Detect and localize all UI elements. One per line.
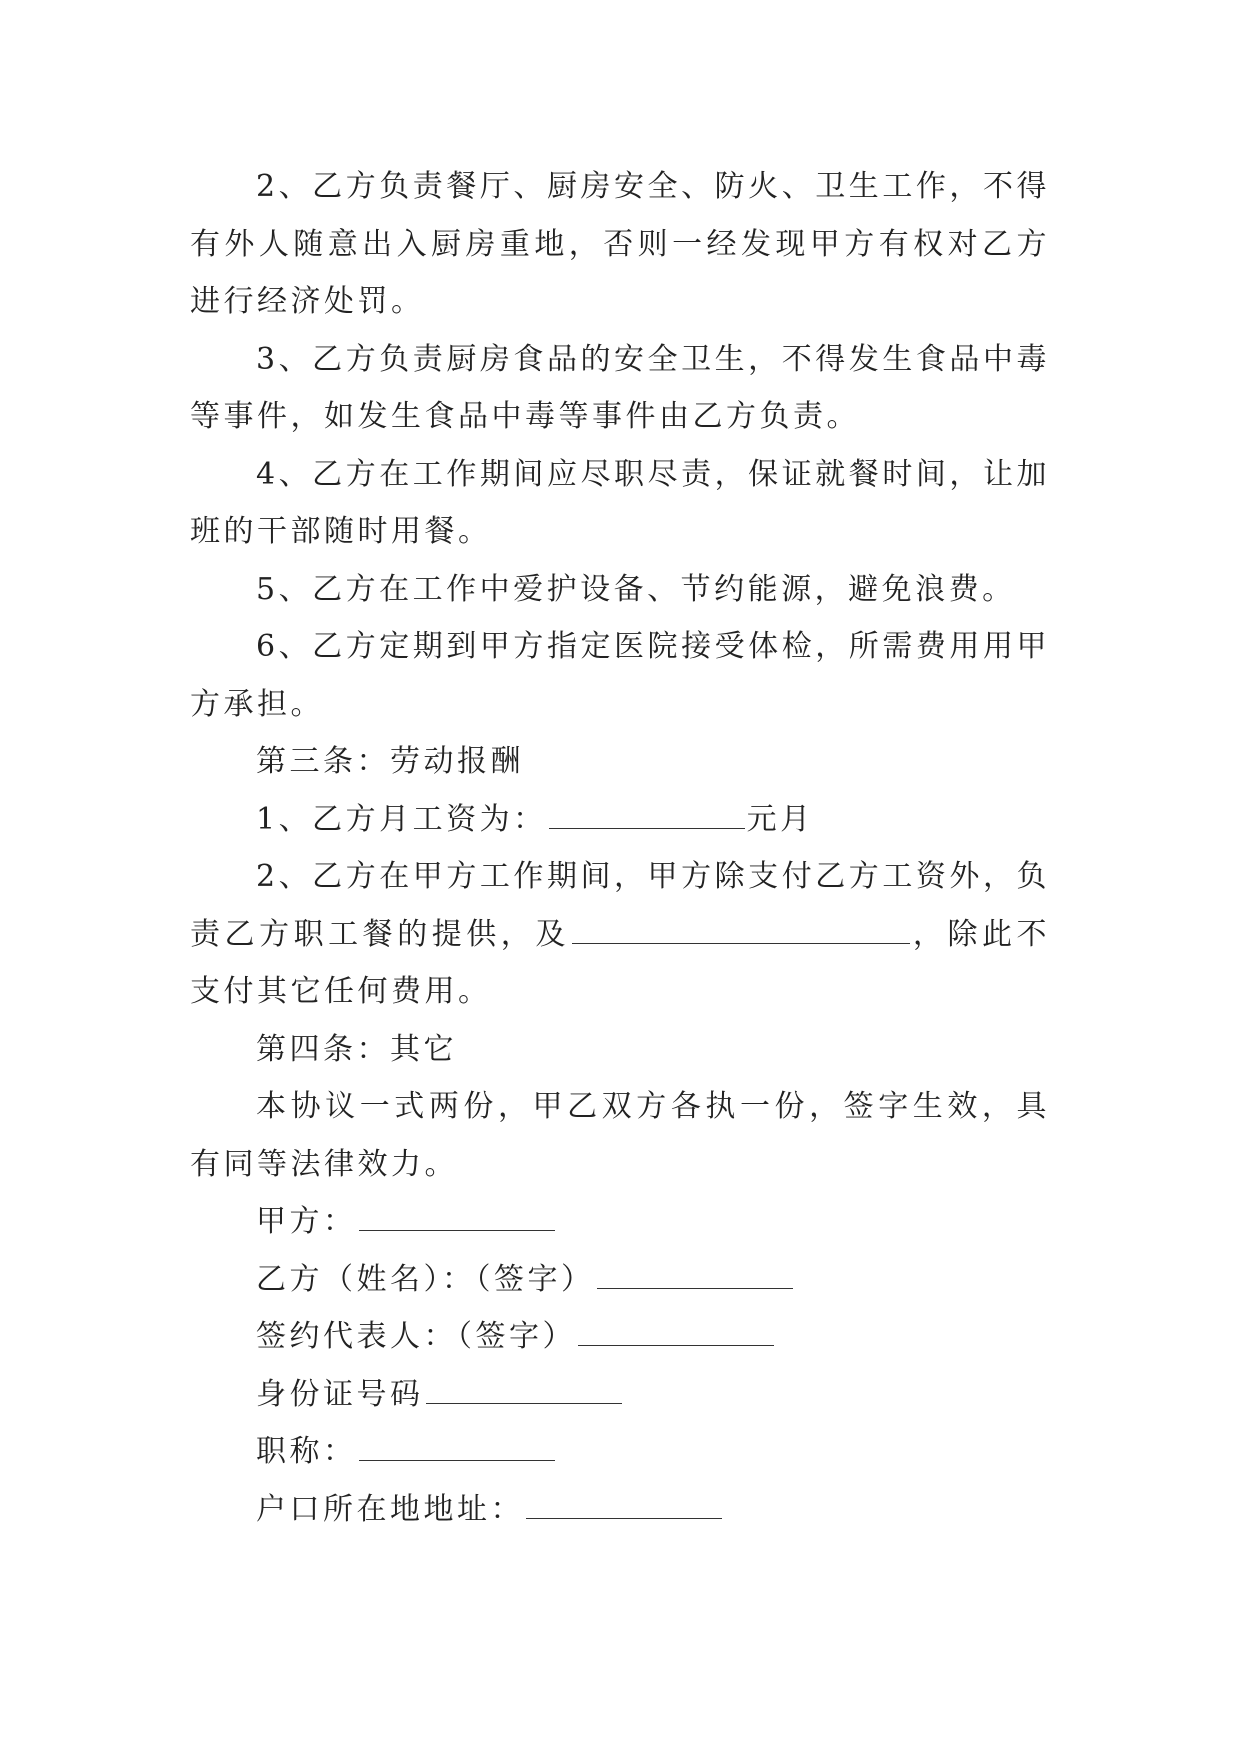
party-a-blank [359,1204,555,1231]
benefits-suffix: ，除此不支付其它任何费用。 [190,916,1051,1009]
article-3-heading: 第三条：劳动报酬 [256,744,524,779]
representative-blank [578,1319,774,1346]
job-title-line [190,1423,1050,1481]
paragraph-health-check: 6、乙方定期到甲方指定医院接受体检，所需费用用甲方承担。 [190,629,1050,722]
article-4-heading: 第四条：其它 [256,1031,457,1067]
paragraph-energy-saving: 5、乙方在工作中爱护设备、节约能源，避免浪费。 [256,571,1016,607]
household-address-line [190,1481,1050,1539]
party-b-label: 乙方（姓名）：（签字） [256,1261,595,1297]
party-b-line [190,1251,1050,1309]
household-address-blank [526,1492,722,1519]
agreement-paragraph: 本协议一式两份，甲乙双方各执一份，签字生效，具有同等法律效力。 [190,1089,1050,1182]
benefits-paragraph [190,848,1050,1021]
paragraph-work-duty: 4、乙方在工作期间应尽职尽责，保证就餐时间，让加班的干部随时用餐。 [190,456,1050,549]
representative-line [190,1308,1050,1366]
paragraph-kitchen-safety: 2、乙方负责餐厅、厨房安全、防火、卫生工作，不得有外人随意出入厨房重地，否则一经发现甲方有权对乙方进行经济处罚。 [190,169,1050,319]
job-title-label: 职称： [256,1434,357,1469]
job-title-blank [359,1434,555,1461]
id-number-label: 身份证号码 [256,1376,424,1412]
id-number-line [190,1366,1050,1424]
id-number-blank [426,1377,622,1404]
salary-line [190,791,1050,849]
salary-suffix: 元月 [746,801,814,837]
benefits-blank [572,917,910,944]
party-a-line [190,1193,1050,1251]
salary-prefix: 1、乙方月工资为： [256,801,547,837]
paragraph-food-hygiene: 3、乙方负责厨房食品的安全卫生，不得发生食品中毒等事件，如发生食品中毒等事件由乙方负责。 [190,341,1050,434]
party-a-label: 甲方： [256,1204,357,1239]
salary-blank [549,802,745,829]
party-b-blank [597,1262,793,1289]
document-body [190,158,1050,1538]
household-address-label: 户口所在地地址： [256,1491,524,1527]
representative-label: 签约代表人：（签字） [256,1319,576,1354]
benefits-prefix: 2、乙方在甲方工作期间，甲方除支付乙方工资外，负责乙方职工餐的提供，及 [190,859,1050,952]
